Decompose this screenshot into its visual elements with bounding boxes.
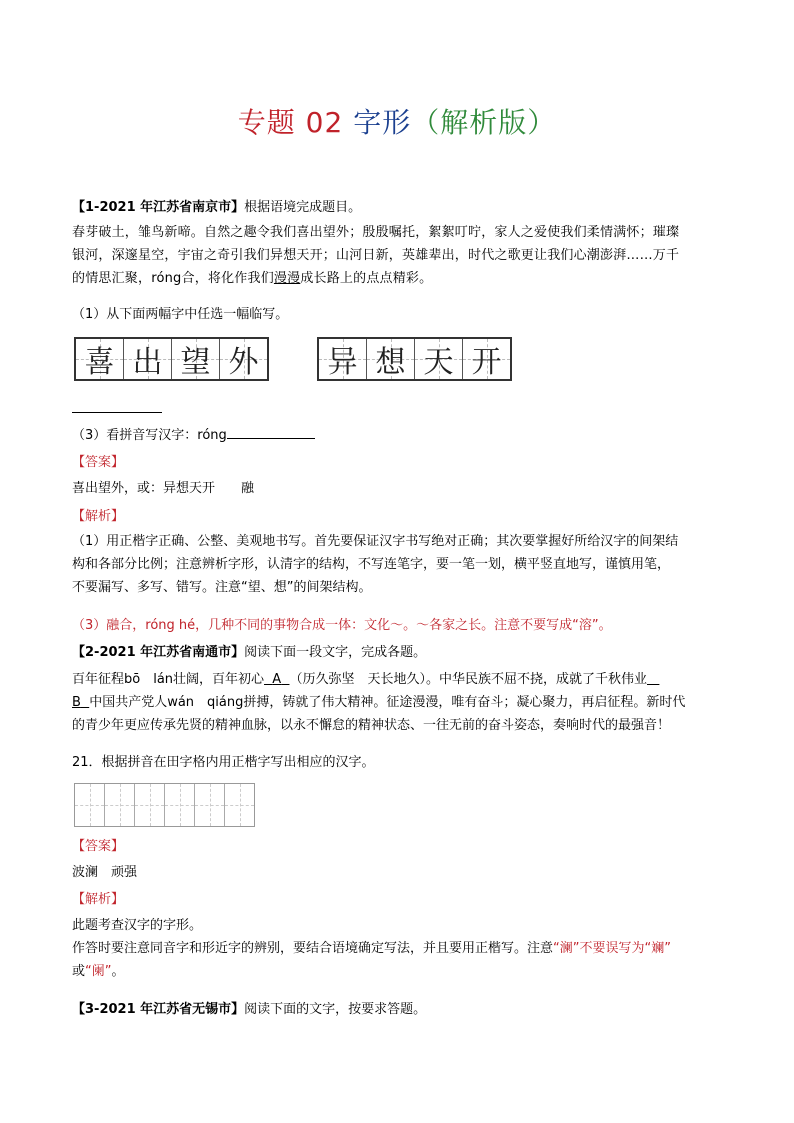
char-box: 外 [220, 339, 267, 379]
analysis-line: （1）用正楷字正确、公整、美观地书写。首先要保证汉字书写绝对正确；其次要掌握好所给汉字的间架结 [72, 534, 679, 549]
answer-line [72, 412, 162, 413]
q1-answer-label: 【答案】 [72, 455, 125, 470]
q2-header [72, 641, 728, 664]
calligraphy-sample-a [74, 337, 269, 381]
q1-passage-line: 的情思汇聚，róng合，将化作我们漫漫成长路上的点点精彩。 [72, 271, 433, 286]
q2-analysis [72, 914, 728, 983]
char-box: 异 [319, 339, 367, 379]
q1-answer: 喜出望外，或：异想天开 融 [72, 481, 255, 496]
q1-header [72, 196, 728, 219]
q3-prompt: 阅读下面的文字，按要求答题。 [244, 1002, 427, 1017]
q2-passage-line: B 中国共产党人wán qiáng拼搏，铸就了伟大精神。征途漫漫，唯有奋斗；凝心聚力，再启征程。新时代 [72, 695, 686, 710]
title-part-topic: 专题 02 [237, 106, 344, 139]
char-box: 望 [172, 339, 220, 379]
q2-passage [72, 668, 728, 737]
blank-a: A [272, 672, 282, 687]
char-box: 喜 [76, 339, 124, 379]
answer-blank [227, 424, 315, 439]
grid-cell [165, 784, 195, 826]
q2-analysis-label: 【解析】 [72, 892, 125, 907]
q1-passage-line: 春芽破土，雏鸟新啼。自然之趣令我们喜出望外；殷殷嘱托，絮絮叮咛，家人之爱使我们柔情满怀；璀璨 [72, 225, 680, 240]
q1-analysis-3: （3）融合，róng hé，几种不同的事物合成一体：文化～。～各家之长。注意不要写成“溶”。 [72, 618, 612, 633]
q2-answer-label: 【答案】 [72, 839, 125, 854]
analysis-line: 不要漏写、多写、错写。注意“望、想”的间架结构。 [72, 580, 372, 595]
title-part-subject: 字形 [353, 106, 412, 139]
grid-cell [225, 784, 254, 826]
char-box: 开 [463, 339, 510, 379]
analysis-line: 此题考查汉字的字形。 [72, 918, 203, 933]
q1-sub3: （3）看拼音写汉字：róng [72, 424, 728, 447]
q2-answer: 波澜 顽强 [72, 865, 138, 880]
title-part-version: （解析版） [411, 106, 557, 139]
grid-cell [195, 784, 225, 826]
q1-passage-line: 银河，深邃星空，宇宙之奇引我们异想天开；山河日新，英雄辈出，时代之歌更让我们心潮澎湃……万千 [72, 248, 680, 263]
q1-analysis [72, 530, 728, 599]
analysis-line: 或“阑”。 [72, 964, 125, 979]
blank-b: B [72, 695, 81, 710]
analysis-line: 作答时要注意同音字和形近字的辨别，要结合语境确定写法，并且要用正楷写。注意“澜”不要误写为“斓” [72, 941, 671, 956]
analysis-line: 构和各部分比例；注意辨析字形，认清字的结构，不写连笔字，要一笔一划，横平竖直地写，谨慎用笔， [72, 557, 671, 572]
q2-prompt: 阅读下面一段文字，完成各题。 [244, 645, 427, 660]
q1-passage [72, 221, 728, 290]
q3-header [72, 998, 728, 1021]
q1-prompt: 根据语境完成题目。 [244, 200, 362, 215]
q1-analysis-label: 【解析】 [72, 509, 125, 524]
char-box: 想 [367, 339, 415, 379]
char-box: 天 [415, 339, 463, 379]
q2-passage-line: 的青少年更应传承先贤的精神血脉，以永不懈怠的精神状态、一往无前的奋斗姿态，奏响时代的最强音！ [72, 718, 671, 733]
page-title [0, 103, 794, 143]
q1-underlined-word: 漫漫 [273, 271, 301, 286]
q2-passage-line: 百年征程bō lán壮阔，百年初心 A （历久弥坚 天长地久）。中华民族不屈不挠，成就了千秋伟业 [72, 672, 647, 687]
q2-q21: 21．根据拼音在田字格内用正楷字写出相应的汉字。 [72, 755, 375, 770]
char-box: 出 [124, 339, 172, 379]
grid-cell [135, 784, 165, 826]
q3-tag: 【3-2021 年江苏省无锡市】 [72, 1002, 245, 1017]
q1-sub1: （1）从下面两幅字中任选一幅临写。 [72, 307, 289, 322]
tianzige-grid [74, 783, 255, 827]
grid-cell [75, 784, 105, 826]
grid-cell [105, 784, 135, 826]
q1-tag: 【1-2021 年江苏省南京市】 [72, 200, 245, 215]
q2-tag: 【2-2021 年江苏省南通市】 [72, 645, 245, 660]
calligraphy-sample-b [317, 337, 512, 381]
